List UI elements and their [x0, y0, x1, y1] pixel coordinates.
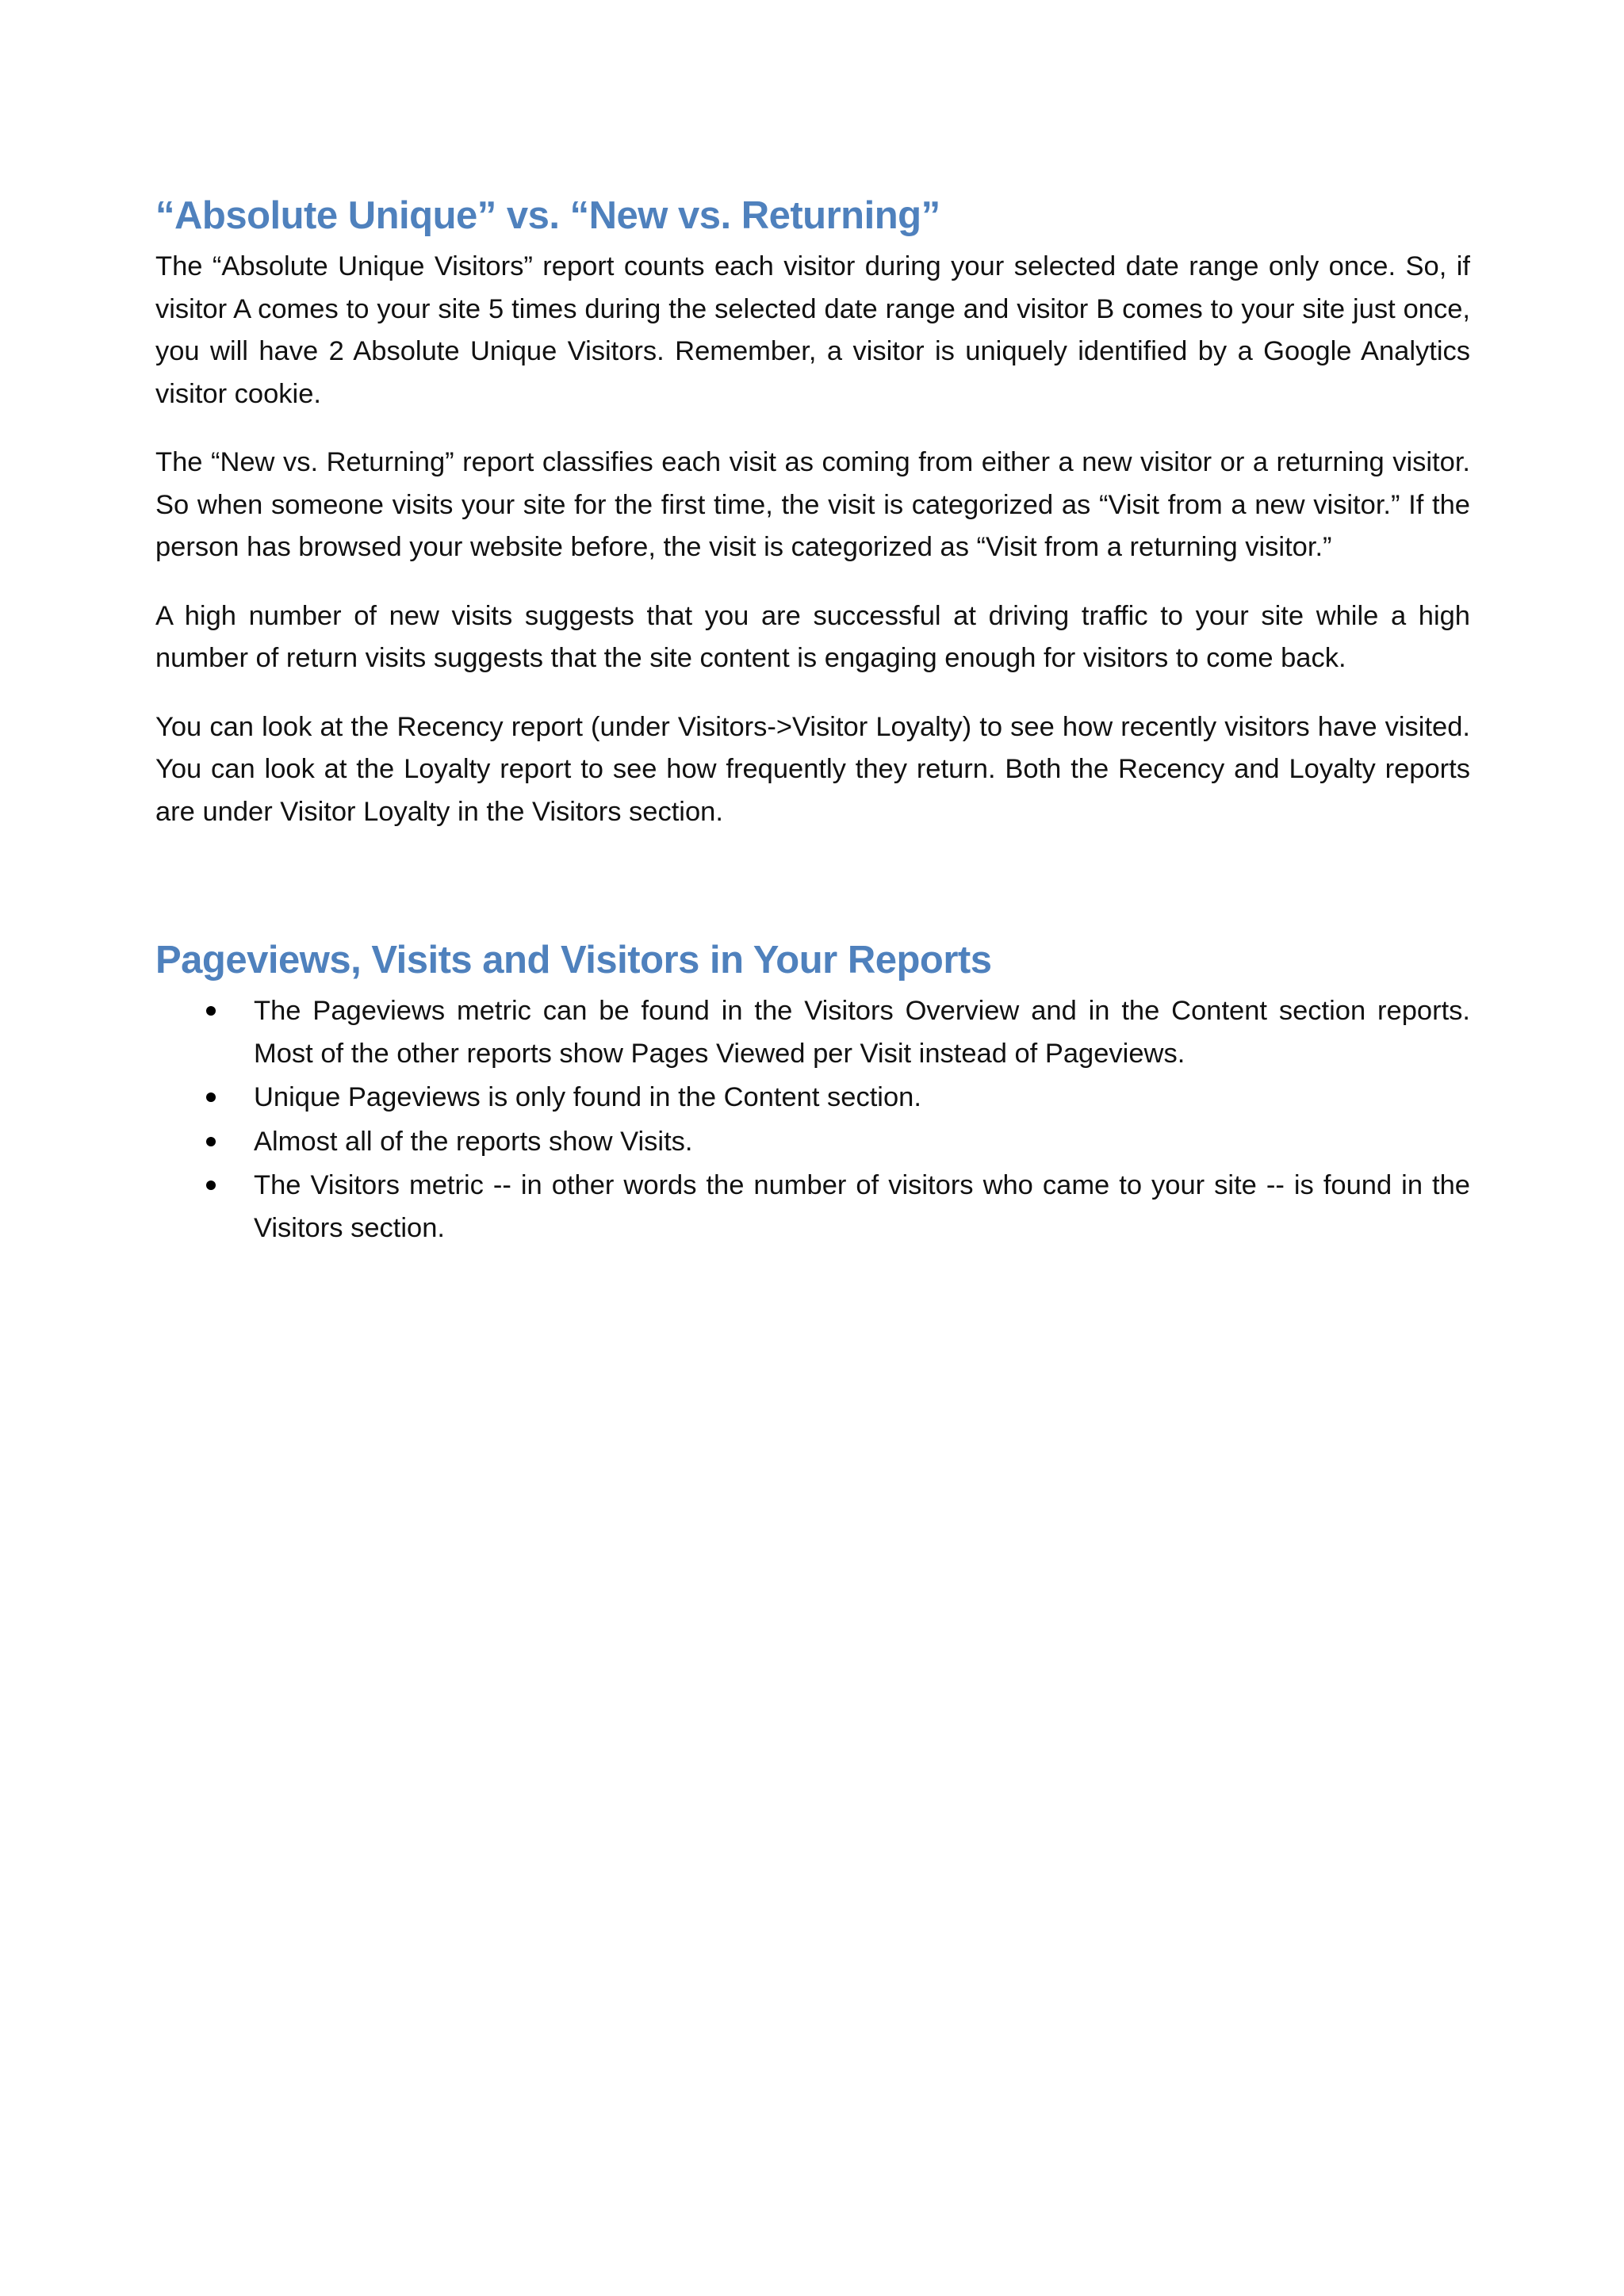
list-item	[155, 1165, 1470, 1249]
list-item	[155, 1077, 1470, 1119]
bullet-icon	[206, 1093, 216, 1102]
paragraph-absolute-unique: The “Absolute Unique Visitors” report counts each visitor during your selected date range only once. So, if visitor A comes to your site 5 times during the selected date range and visitor B comes to your site just once, you will have 2 Absolute Unique Visitors. Remember, a visitor is uniquely identified by a Google Analytics visitor cookie.	[155, 251, 1470, 409]
list-item-text: Unique Pageviews is only found in the Content section.	[254, 1082, 921, 1112]
bullet-list	[155, 990, 1470, 1249]
section-pageviews-visits-visitors	[155, 935, 1470, 1249]
bullet-icon	[206, 1181, 216, 1190]
paragraph-new-vs-returning: The “New vs. Returning” report classifies each visit as coming from either a new visitor or a returning visitor. So when someone visits your site for the first time, the visit is categorized as “Visit from a new visitor.” If the person has browsed your website before, the visit is categorized as “Visit from a returning visitor.”	[155, 447, 1470, 562]
section-absolute-unique-vs-new-returning	[155, 190, 1470, 833]
section-heading: Pageviews, Visits and Visitors in Your Reports	[155, 939, 992, 982]
list-item	[155, 990, 1470, 1075]
list-item	[155, 1121, 1470, 1164]
bullet-icon	[206, 1006, 216, 1016]
section-heading: “Absolute Unique” vs. “New vs. Returning”	[155, 194, 940, 237]
bullet-icon	[206, 1137, 216, 1146]
paragraph-recency-loyalty: You can look at the Recency report (under Visitors->Visitor Loyalty) to see how recently visitors have visited. You can look at the Loyalty report to see how frequently they return. Both the Recency and Loyalty reports are under Visitor Loyalty in the Visitors section.	[155, 711, 1470, 827]
section-spacer	[155, 833, 1470, 935]
paragraph-new-visits-meaning: A high number of new visits suggests that you are successful at driving traffic to your site while a high number of return visits suggests that the site content is engaging enough for visitors to come back.	[155, 600, 1470, 673]
page-content	[155, 190, 1470, 1251]
list-item-text: The Pageviews metric can be found in the Visitors Overview and in the Content section reports. Most of the other reports show Pages Viewed per Visit instead of Pageviews.	[254, 996, 1470, 1069]
list-item-text: The Visitors metric -- in other words the number of visitors who came to your site -- is found in the Visitors section.	[254, 1170, 1470, 1243]
list-item-text: Almost all of the reports show Visits.	[254, 1126, 693, 1157]
